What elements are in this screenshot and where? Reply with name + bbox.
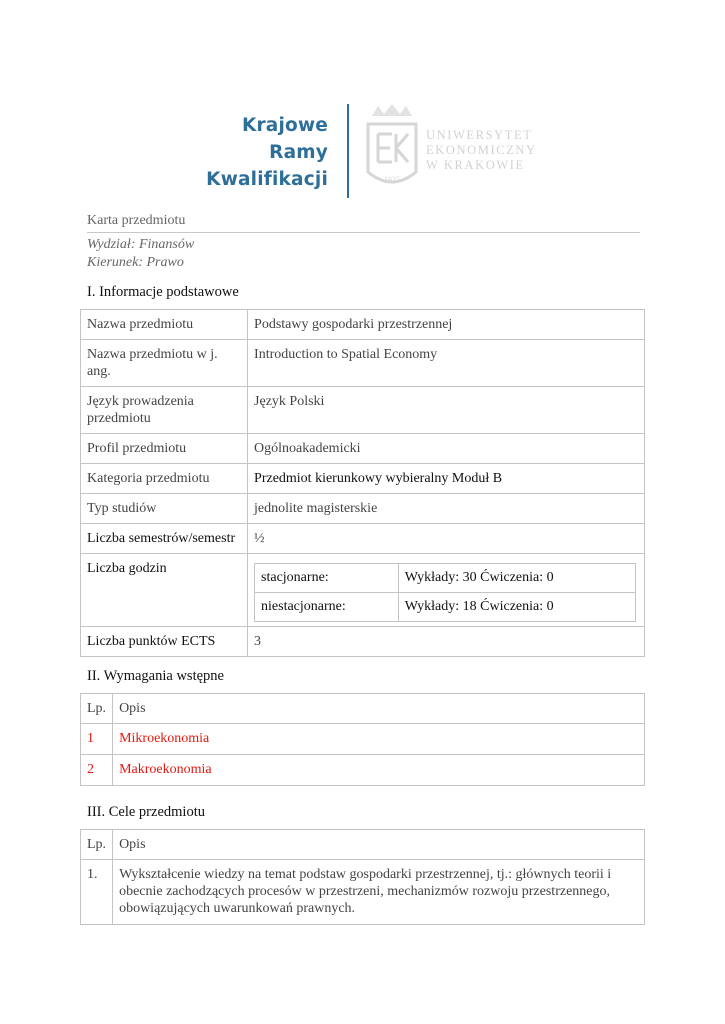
page-title: Karta przedmiotu: [87, 212, 640, 233]
row-value: 3: [248, 627, 645, 657]
row-label: Kategoria przedmiotu: [81, 464, 248, 494]
row-label: Nazwa przedmiotu w j. ang.: [81, 340, 248, 387]
row-lp: 2: [81, 755, 113, 786]
table-row: [81, 340, 645, 387]
section-3-title: III. Cele przedmiotu: [87, 804, 205, 820]
hours-value: Wykłady: 30 Ćwiczenia: 0: [398, 564, 635, 593]
row-value: Język Polski: [248, 387, 645, 434]
header-desc: Opis: [113, 694, 645, 724]
row-lp: 1: [81, 724, 113, 755]
table-row: [81, 464, 645, 494]
table-row: [81, 755, 645, 786]
table-row: [255, 564, 636, 593]
hours-value: Wykłady: 18 Ćwiczenia: 0: [398, 593, 635, 622]
header-lp: Lp.: [81, 694, 113, 724]
row-desc: Wykształcenie wiedzy na temat podstaw gospodarki przestrzennej, tj.: głównych teorii i obecnie zachodzących procesów w przestrzeni, mechanizmów rozwoju przestrzennego, obowiązujących uwarunkowań prawnych.: [113, 860, 645, 925]
faculty: Wydział: Finansów: [87, 237, 195, 252]
table-header: [81, 830, 645, 860]
row-label: Profil przedmiotu: [81, 434, 248, 464]
row-value: Przedmiot kierunkowy wybieralny Moduł B: [248, 464, 645, 494]
row-desc: Mikroekonomia: [113, 724, 645, 755]
table-header: [81, 694, 645, 724]
row-label: Liczba godzin: [81, 554, 248, 627]
row-value: Ogólnoakademicki: [248, 434, 645, 464]
section-2-title: II. Wymagania wstępne: [87, 668, 224, 684]
table-row: [81, 310, 645, 340]
table-row: [81, 554, 645, 627]
university-name: UNIWERSYTET EKONOMICZNY W KRAKOWIE: [426, 128, 537, 172]
hours-cell: [248, 554, 645, 627]
table-row: [81, 387, 645, 434]
document-header: [87, 212, 640, 272]
table-row: [81, 860, 645, 925]
basic-info-table: [80, 309, 645, 657]
study-mode: niestacjonarne:: [255, 593, 399, 622]
row-label: Typ studiów: [81, 494, 248, 524]
row-value: jednolite magisterskie: [248, 494, 645, 524]
header-lp: Lp.: [81, 830, 113, 860]
table-row: [81, 434, 645, 464]
table-row: [81, 627, 645, 657]
table-row: [81, 724, 645, 755]
table-row: [81, 524, 645, 554]
table-row: [81, 494, 645, 524]
row-value: Podstawy gospodarki przestrzennej: [248, 310, 645, 340]
university-crest-icon: [362, 102, 422, 194]
prerequisites-table: [80, 693, 645, 786]
row-desc: Makroekonomia: [113, 755, 645, 786]
row-label: Język prowadzenia przedmiotu: [81, 387, 248, 434]
hours-table: [254, 563, 636, 622]
course-goals-table: [80, 829, 645, 925]
row-label: Nazwa przedmiotu: [81, 310, 248, 340]
row-label: Liczba semestrów/semestr: [81, 524, 248, 554]
krajowe-ramy-kwalifikacji-logo: Krajowe Ramy Kwalifikacji: [206, 115, 328, 190]
study-mode: stacjonarne:: [255, 564, 399, 593]
row-value: ½: [248, 524, 645, 554]
field-of-study: Kierunek: Prawo: [87, 255, 184, 270]
row-label: Liczba punktów ECTS: [81, 627, 248, 657]
logo-divider: [347, 104, 349, 198]
row-value: Introduction to Spatial Economy: [248, 340, 645, 387]
table-row: [255, 593, 636, 622]
section-1-title: I. Informacje podstawowe: [87, 284, 239, 300]
logo: [206, 100, 558, 200]
row-lp: 1.: [81, 860, 113, 925]
header-desc: Opis: [113, 830, 645, 860]
seal-year: 1925: [384, 175, 400, 184]
